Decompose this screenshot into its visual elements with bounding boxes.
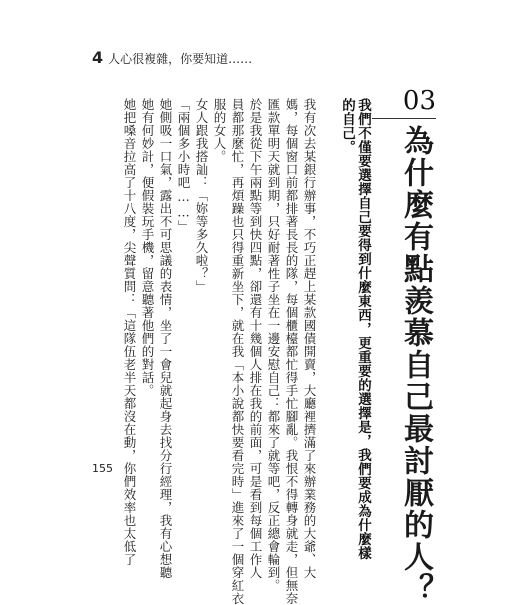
header-page-marker: 4 [92,48,104,67]
body-line: 媽，每個窗口前都排著長長的隊，每個櫃檯都忙得手忙腳亂。我恨不得轉身就走，但無奈 [284,98,299,605]
chapter-number: 03 [372,86,436,119]
running-header [92,48,252,67]
body-line: 匯款單明天就到期，只好耐著性子坐在一邊安慰自己：都來了就等吧，反正總會輪到。 [266,98,281,592]
subtitle-line: 我們不僅要選擇自己要得到什麼東西，更重要的選擇是，我們要成為什麼樣 [355,98,371,560]
body-line: 於是我從下午兩點等到快四點，卻還有十幾個人排在我的前面，可是看到每個工作人 [248,98,263,579]
body-line: 「兩個多小時吧……」 [176,98,191,233]
body-line: 員都那麼忙，再煩躁也只得重新坐下，就在我「本小說都快要看完時」進來了一個穿紅衣 [230,98,245,605]
header-running-title: 人心很複雜，你要知道…… [108,52,253,66]
body-line: 服的女人。 [212,98,227,163]
body-line: 她側吸一口氣，露出不可思議的表情，坐了一會兒就起身去找分行經理，我有心想聽 [158,98,173,579]
body-line: 她有何妙計，便假裝玩手機，留意聽著他們的對話。 [140,98,155,397]
page-number: 155 [92,462,113,475]
body-line: 女人跟我搭訕：「妳等多久啦？」 [194,98,209,293]
body-line: 我有次去某銀行辦事，不巧正趕上某款國債開賣，大廳裡擠滿了來辦業務的大爺、大 [302,98,317,579]
chapter-title: 為什麼有點羨慕自己最討厭的人？ [398,125,433,605]
body-line: 她把嗓音拉高了十八度，尖聲質問：「這隊伍老半天都沒在動，你們效率也太低了 [122,98,137,566]
subtitle-line: 的自己。 [339,98,355,154]
